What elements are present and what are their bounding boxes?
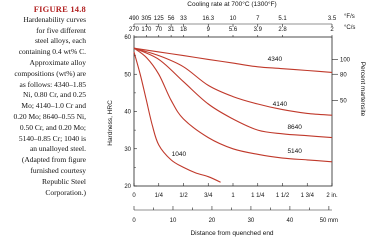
top-axis-f-tick-label: 5.1	[278, 16, 287, 22]
top-axis-f-tick-label: 305	[141, 16, 152, 22]
x-in-tick-label: 1 3/4	[300, 193, 314, 199]
top-axis-c-tick-label: 3.9	[253, 27, 262, 33]
right-tick-label: 80	[340, 72, 347, 79]
caption-line: Mo; 4140–1.0 Cr and	[21, 101, 86, 111]
series-line-1040	[134, 52, 221, 182]
y-tick-label: 20	[124, 184, 131, 190]
caption-line: steel alloys, each	[34, 36, 86, 46]
top-axis-f-unit: °F/s	[344, 14, 355, 20]
x-mm-tick-label: 40	[286, 218, 294, 224]
series-label-4140: 4140	[272, 100, 288, 108]
right-tick-label: 50	[340, 98, 347, 105]
x-mm-tick-label: 10	[169, 218, 177, 224]
x-mm-tick-label: 0	[132, 218, 136, 224]
x-in-tick-label: 1/2	[179, 193, 188, 199]
caption-line: as follows: 4340–1.85	[19, 79, 86, 89]
caption-line: (Adapted from figure	[21, 155, 86, 165]
top-axis-c-tick-label: 70	[155, 27, 163, 33]
y-tick-label: 60	[124, 35, 131, 41]
top-axis-c-tick-label: 170	[141, 27, 152, 33]
plot-frame	[134, 37, 332, 186]
top-axis-c-tick-label: 18	[180, 27, 187, 33]
top-axis-c-tick-label: 9	[206, 27, 210, 33]
top-axis-c-tick-label: 5.6	[228, 27, 238, 33]
series-label-1040: 1040	[171, 150, 187, 158]
caption-line: Corporation.)	[45, 187, 86, 197]
x-in-tick-label: 1	[231, 193, 235, 199]
series-label-8640: 8640	[287, 123, 302, 131]
y-tick-label: 50	[124, 72, 131, 79]
top-axis-f-tick-label: 56	[167, 16, 175, 22]
top-axis-f-tick-label: 125	[153, 16, 164, 22]
top-axis-c-tick-label: 270	[128, 27, 140, 33]
caption-line: Republic Steel	[42, 176, 86, 186]
y-axis-label: Hardness, HRC	[107, 100, 114, 146]
top-axis-title: Cooling rate at 700°C (1300°F)	[187, 1, 277, 8]
top-axis-c-tick-label: 2.8	[278, 27, 287, 33]
caption-line: Hardenability curves	[23, 14, 86, 24]
series-line-8640	[134, 48, 332, 137]
x-axis-label: Distance from quenched end	[190, 230, 274, 237]
top-axis-f-tick-label: 33	[180, 16, 187, 22]
caption-line: Approximate alloy	[29, 57, 86, 67]
x-mm-tick-label: 50 mm	[319, 218, 339, 224]
top-axis-c-tick-label: 31	[167, 27, 175, 33]
caption-line: 5140–0.85 Cr; 1040 is	[18, 133, 86, 143]
y-tick-label: 30	[124, 146, 131, 153]
x-mm-tick-label: 30	[247, 218, 255, 224]
x-in-tick-label: 1/4	[154, 193, 163, 199]
caption-line: Ni, 0.80 Cr, and 0.25	[22, 90, 86, 100]
series-line-4340	[134, 48, 332, 72]
caption-line: furnished courtesy	[30, 165, 86, 175]
x-in-tick-label: 1 1/2	[275, 193, 290, 199]
x-in-tick-label: 1 1/4	[251, 193, 265, 199]
series-label-5140: 5140	[287, 148, 302, 156]
series-label-4340: 4340	[267, 55, 283, 63]
top-axis-f-tick-label: 3.5	[327, 16, 337, 22]
caption-line: for five different	[36, 25, 86, 35]
top-axis-f-tick-label: 7	[256, 16, 260, 22]
x-in-tick-label: 2 in.	[326, 193, 338, 199]
x-in-tick-label: 0	[132, 193, 136, 199]
caption-line: 0.50 Cr, and 0.20 Mo;	[19, 122, 86, 132]
y-tick-label: 40	[124, 109, 131, 116]
top-axis-c-unit: °C/s	[344, 25, 356, 31]
x-mm-tick-label: 20	[208, 218, 216, 224]
caption-line: containing 0.4 wt% C.	[18, 47, 86, 57]
figure-label: FIGURE 14.8	[33, 4, 86, 14]
right-axis-label: Percent martensite	[359, 61, 366, 117]
top-axis-f-tick-label: 16.3	[202, 16, 215, 22]
right-tick-label: 100	[340, 57, 351, 64]
series-line-4140	[134, 48, 332, 115]
x-in-tick-label: 3/4	[204, 193, 213, 199]
caption-line: an unalloyed steel.	[29, 144, 86, 154]
top-axis-f-tick-label: 10	[229, 16, 237, 22]
top-axis-f-tick-label: 490	[128, 16, 140, 22]
caption-line: 0.20 Mo; 8640–0.55 Ni,	[13, 111, 86, 121]
series-line-5140	[134, 48, 332, 162]
top-axis-c-tick-label: 2	[330, 27, 334, 33]
caption-line: compositions (wt%) are	[14, 68, 86, 78]
